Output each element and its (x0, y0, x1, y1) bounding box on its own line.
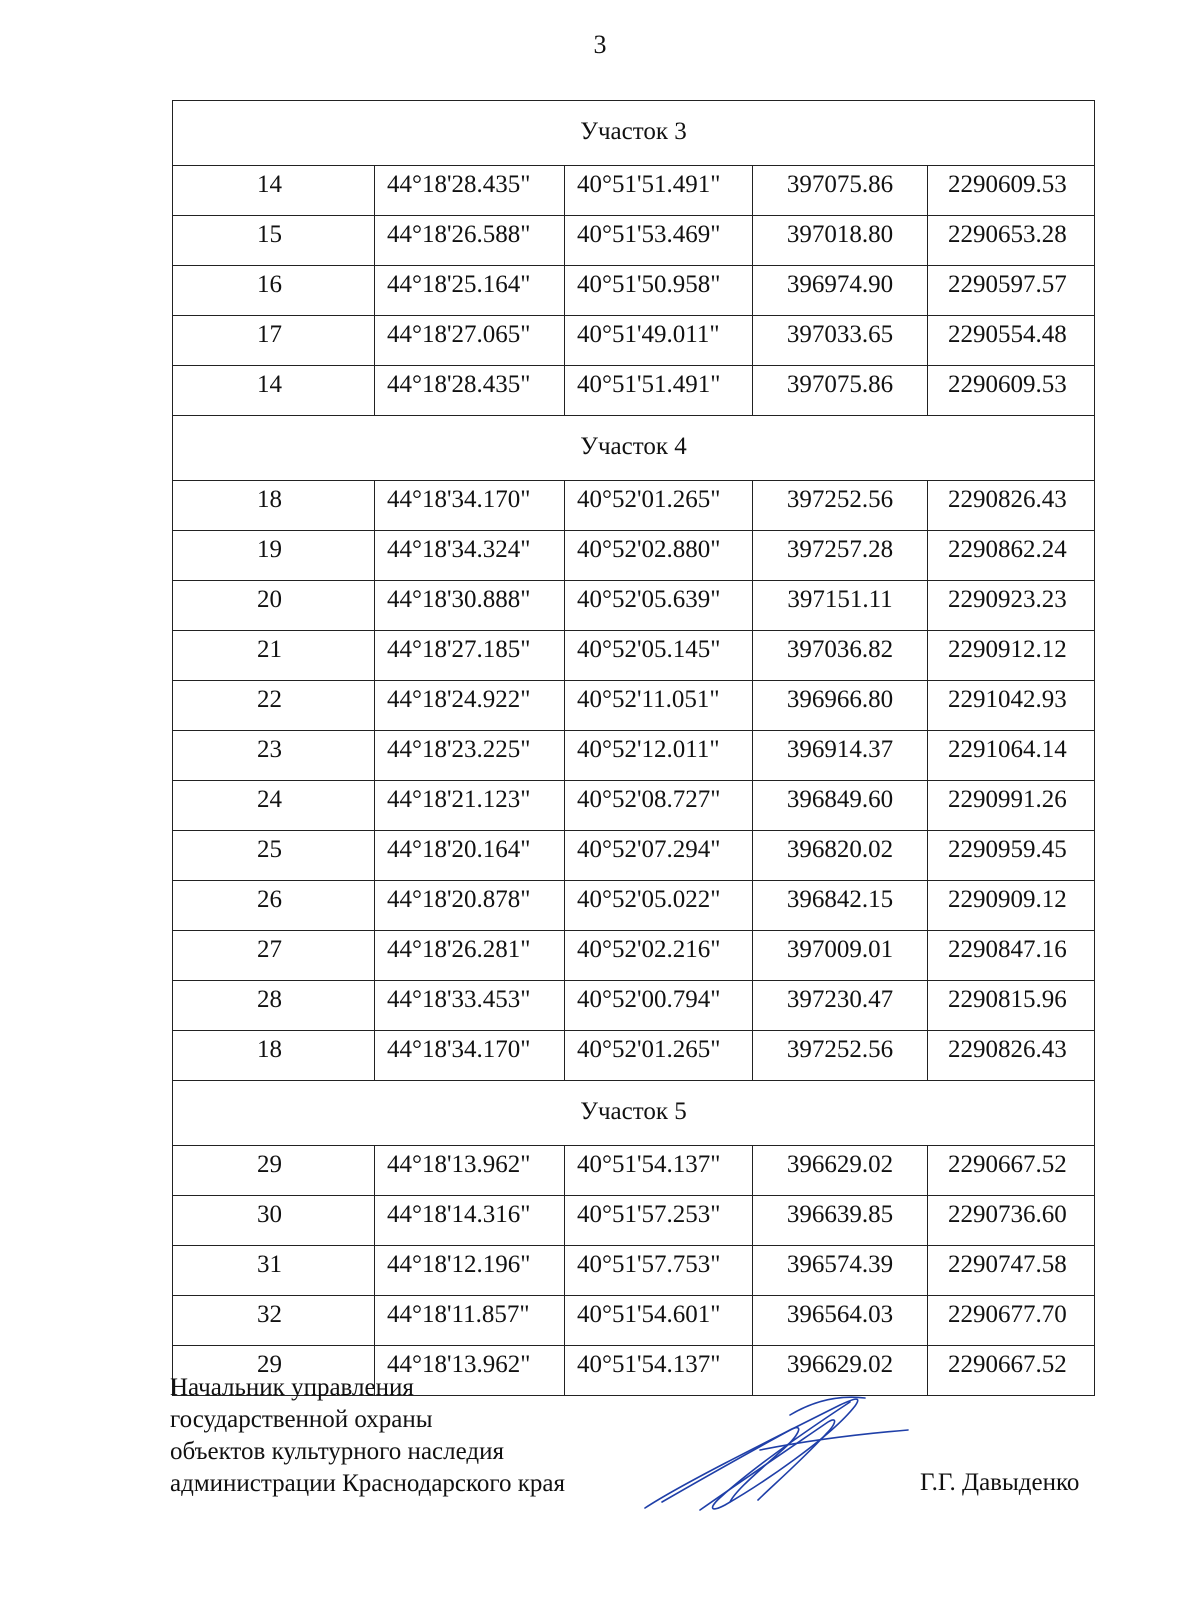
coord-x-cell: 396629.02 (753, 1146, 928, 1196)
table-row (173, 831, 1095, 881)
longitude-cell: 40°52'11.051" (565, 681, 753, 731)
point-number-cell: 17 (173, 316, 375, 366)
coord-x-cell: 396639.85 (753, 1196, 928, 1246)
coord-y-cell: 2291064.14 (928, 731, 1095, 781)
latitude-cell: 44°18'27.065" (375, 316, 565, 366)
point-number-cell: 24 (173, 781, 375, 831)
table-row (173, 266, 1095, 316)
latitude-cell: 44°18'34.170" (375, 1031, 565, 1081)
point-number-cell: 16 (173, 266, 375, 316)
latitude-cell: 44°18'26.281" (375, 931, 565, 981)
coord-y-cell: 2290677.70 (928, 1296, 1095, 1346)
section-title: Участок 4 (173, 416, 1095, 481)
point-number-cell: 18 (173, 481, 375, 531)
latitude-cell: 44°18'14.316" (375, 1196, 565, 1246)
coord-x-cell: 396574.39 (753, 1246, 928, 1296)
coord-x-cell: 396842.15 (753, 881, 928, 931)
coord-y-cell: 2290826.43 (928, 1031, 1095, 1081)
point-number-cell: 30 (173, 1196, 375, 1246)
table-row (173, 1031, 1095, 1081)
latitude-cell: 44°18'28.435" (375, 166, 565, 216)
coord-y-cell: 2290667.52 (928, 1346, 1095, 1396)
section-title: Участок 5 (173, 1081, 1095, 1146)
section-header-row (173, 1081, 1095, 1146)
coord-x-cell: 397036.82 (753, 631, 928, 681)
coord-x-cell: 397075.86 (753, 166, 928, 216)
coord-x-cell: 396974.90 (753, 266, 928, 316)
coord-x-cell: 397075.86 (753, 366, 928, 416)
table-row (173, 981, 1095, 1031)
longitude-cell: 40°52'07.294" (565, 831, 753, 881)
coord-y-cell: 2290609.53 (928, 166, 1095, 216)
table-row (173, 1246, 1095, 1296)
coord-y-cell: 2290747.58 (928, 1246, 1095, 1296)
longitude-cell: 40°52'05.022" (565, 881, 753, 931)
latitude-cell: 44°18'20.164" (375, 831, 565, 881)
table-row (173, 366, 1095, 416)
table-row (173, 881, 1095, 931)
point-number-cell: 15 (173, 216, 375, 266)
coord-x-cell: 396629.02 (753, 1346, 928, 1396)
latitude-cell: 44°18'34.170" (375, 481, 565, 531)
point-number-cell: 21 (173, 631, 375, 681)
position-line: государственной охраны (170, 1406, 433, 1433)
latitude-cell: 44°18'34.324" (375, 531, 565, 581)
coord-y-cell: 2290597.57 (928, 266, 1095, 316)
coord-y-cell: 2290815.96 (928, 981, 1095, 1031)
coord-x-cell: 397018.80 (753, 216, 928, 266)
coord-y-cell: 2290653.28 (928, 216, 1095, 266)
longitude-cell: 40°52'02.216" (565, 931, 753, 981)
longitude-cell: 40°51'54.601" (565, 1296, 753, 1346)
point-number-cell: 32 (173, 1296, 375, 1346)
coord-x-cell: 397009.01 (753, 931, 928, 981)
coord-y-cell: 2290609.53 (928, 366, 1095, 416)
longitude-cell: 40°52'05.145" (565, 631, 753, 681)
position-line: Начальник управления (170, 1374, 414, 1401)
section-header-row (173, 101, 1095, 166)
longitude-cell: 40°51'53.469" (565, 216, 753, 266)
table-row (173, 1196, 1095, 1246)
coord-y-cell: 2290847.16 (928, 931, 1095, 981)
signatory-position (170, 1372, 565, 1500)
latitude-cell: 44°18'11.857" (375, 1296, 565, 1346)
handwritten-signature (640, 1390, 910, 1520)
longitude-cell: 40°51'54.137" (565, 1146, 753, 1196)
signatory-name: Г.Г. Давыденко (920, 1469, 1080, 1496)
point-number-cell: 25 (173, 831, 375, 881)
table-row (173, 481, 1095, 531)
longitude-cell: 40°52'12.011" (565, 731, 753, 781)
coord-y-cell: 2291042.93 (928, 681, 1095, 731)
table-row (173, 316, 1095, 366)
longitude-cell: 40°51'51.491" (565, 166, 753, 216)
latitude-cell: 44°18'21.123" (375, 781, 565, 831)
latitude-cell: 44°18'13.962" (375, 1346, 565, 1396)
coord-y-cell: 2290991.26 (928, 781, 1095, 831)
latitude-cell: 44°18'33.453" (375, 981, 565, 1031)
latitude-cell: 44°18'13.962" (375, 1146, 565, 1196)
section-title: Участок 3 (173, 101, 1095, 166)
position-line: объектов культурного наследия (170, 1438, 504, 1465)
latitude-cell: 44°18'30.888" (375, 581, 565, 631)
coord-y-cell: 2290736.60 (928, 1196, 1095, 1246)
latitude-cell: 44°18'12.196" (375, 1246, 565, 1296)
longitude-cell: 40°51'51.491" (565, 366, 753, 416)
longitude-cell: 40°52'05.639" (565, 581, 753, 631)
coord-y-cell: 2290923.23 (928, 581, 1095, 631)
coord-y-cell: 2290862.24 (928, 531, 1095, 581)
longitude-cell: 40°52'00.794" (565, 981, 753, 1031)
point-number-cell: 19 (173, 531, 375, 581)
coord-y-cell: 2290554.48 (928, 316, 1095, 366)
latitude-cell: 44°18'23.225" (375, 731, 565, 781)
point-number-cell: 31 (173, 1246, 375, 1296)
coord-x-cell: 397151.11 (753, 581, 928, 631)
coord-x-cell: 397252.56 (753, 481, 928, 531)
table-row (173, 166, 1095, 216)
point-number-cell: 18 (173, 1031, 375, 1081)
section-header-row (173, 416, 1095, 481)
latitude-cell: 44°18'24.922" (375, 681, 565, 731)
point-number-cell: 22 (173, 681, 375, 731)
table-row (173, 531, 1095, 581)
coord-y-cell: 2290826.43 (928, 481, 1095, 531)
table-row (173, 1146, 1095, 1196)
point-number-cell: 29 (173, 1146, 375, 1196)
point-number-cell: 23 (173, 731, 375, 781)
table-row (173, 631, 1095, 681)
point-number-cell: 14 (173, 366, 375, 416)
coord-x-cell: 396564.03 (753, 1296, 928, 1346)
coord-x-cell: 397033.65 (753, 316, 928, 366)
point-number-cell: 27 (173, 931, 375, 981)
longitude-cell: 40°52'02.880" (565, 531, 753, 581)
coord-x-cell: 396966.80 (753, 681, 928, 731)
point-number-cell: 20 (173, 581, 375, 631)
table-row (173, 781, 1095, 831)
longitude-cell: 40°51'50.958" (565, 266, 753, 316)
coord-x-cell: 396914.37 (753, 731, 928, 781)
longitude-cell: 40°51'54.137" (565, 1346, 753, 1396)
table-row (173, 931, 1095, 981)
page-number: 3 (593, 30, 607, 59)
longitude-cell: 40°51'49.011" (565, 316, 753, 366)
point-number-cell: 28 (173, 981, 375, 1031)
coord-x-cell: 396820.02 (753, 831, 928, 881)
table-row (173, 216, 1095, 266)
latitude-cell: 44°18'26.588" (375, 216, 565, 266)
longitude-cell: 40°51'57.753" (565, 1246, 753, 1296)
latitude-cell: 44°18'28.435" (375, 366, 565, 416)
longitude-cell: 40°52'08.727" (565, 781, 753, 831)
coord-x-cell: 396849.60 (753, 781, 928, 831)
latitude-cell: 44°18'27.185" (375, 631, 565, 681)
latitude-cell: 44°18'20.878" (375, 881, 565, 931)
longitude-cell: 40°52'01.265" (565, 481, 753, 531)
position-line: администрации Краснодарского края (170, 1470, 566, 1497)
longitude-cell: 40°52'01.265" (565, 1031, 753, 1081)
point-number-cell: 26 (173, 881, 375, 931)
table-row (173, 731, 1095, 781)
coordinates-table (172, 100, 1095, 1396)
coord-x-cell: 397257.28 (753, 531, 928, 581)
coord-y-cell: 2290909.12 (928, 881, 1095, 931)
coord-x-cell: 397252.56 (753, 1031, 928, 1081)
point-number-cell: 29 (173, 1346, 375, 1396)
point-number-cell: 14 (173, 166, 375, 216)
longitude-cell: 40°51'57.253" (565, 1196, 753, 1246)
coord-y-cell: 2290959.45 (928, 831, 1095, 881)
table-row (173, 1296, 1095, 1346)
coord-y-cell: 2290667.52 (928, 1146, 1095, 1196)
coord-x-cell: 397230.47 (753, 981, 928, 1031)
table-row (173, 681, 1095, 731)
table-row (173, 581, 1095, 631)
latitude-cell: 44°18'25.164" (375, 266, 565, 316)
coord-y-cell: 2290912.12 (928, 631, 1095, 681)
